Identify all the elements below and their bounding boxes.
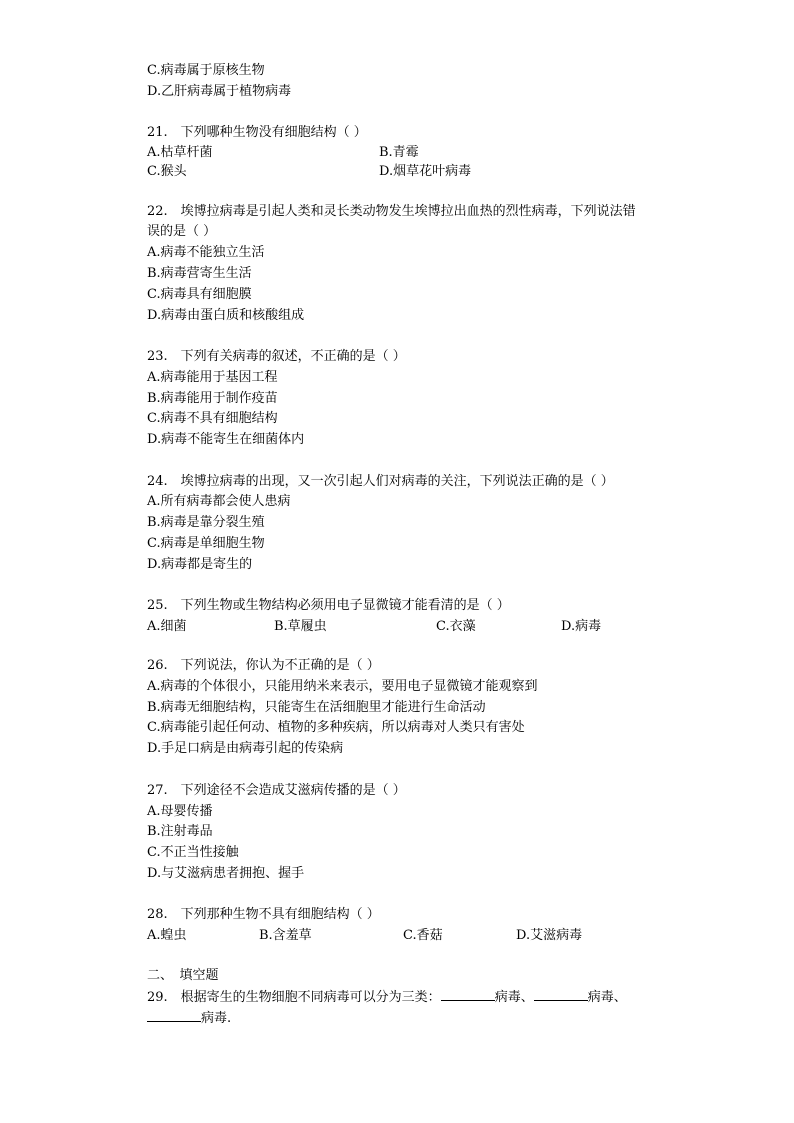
q23-option-a: A.病毒能用于基因工程 [147,370,278,385]
q21-option-b: B.青霉 [379,145,419,160]
q29-word-3: 病毒. [201,1011,232,1026]
q24-option-d: D.病毒都是寄生的 [147,557,253,572]
q25-option-a: A.细菌 [147,619,187,634]
q27-option-a: A.母婴传播 [147,804,213,819]
q27-stem: 27. 下列途径不会造成艾滋病传播的是（ ） [147,783,406,798]
q25-option-d: D.病毒 [561,619,602,634]
q29-blank-2[interactable] [534,987,588,1001]
q29-line-1 [147,987,627,1007]
q23-option-d: D.病毒不能寄生在细菌体内 [147,432,305,447]
q28-option-b: B.含羞草 [259,928,312,943]
q29-blank-3[interactable] [147,1008,201,1022]
q20-option-d: D.乙肝病毒属于植物病毒 [147,84,292,99]
section-heading-fill-in: 二、 填空题 [147,968,219,983]
q28-option-c: C.香菇 [403,928,443,943]
q21-option-c: C.猴头 [147,164,187,179]
q27-option-d: D.与艾滋病患者拥抱、握手 [147,866,305,881]
q23-stem: 23. 下列有关病毒的叙述，不正确的是（ ） [147,349,406,364]
q29-prefix: 29. 根据寄生的生物细胞不同病毒可以分为三类： [147,990,441,1005]
q24-stem: 24. 埃博拉病毒的出现，又一次引起人们对病毒的关注，下列说法正确的是（ ） [147,474,614,489]
q24-option-c: C.病毒是单细胞生物 [147,536,265,551]
q23-option-c: C.病毒不具有细胞结构 [147,411,278,426]
q29-word-2: 病毒、 [587,990,627,1005]
q24-option-a: A.所有病毒都会使人患病 [147,494,291,509]
q29-word-1: 病毒、 [494,990,534,1005]
q24-option-b: B.病毒是靠分裂生殖 [147,515,265,530]
q25-option-b: B.草履虫 [274,619,327,634]
q22-option-a: A.病毒不能独立生活 [147,245,265,260]
q22-stem-line-1: 22. 埃博拉病毒是引起人类和灵长类动物发生埃博拉出血热的烈性病毒，下列说法错 [147,204,636,219]
q26-option-d: D.手足口病是由病毒引起的传染病 [147,741,344,756]
q22-option-b: B.病毒营寄生生活 [147,266,252,281]
q28-stem: 28. 下列那种生物不具有细胞结构（ ） [147,907,380,922]
q25-stem: 25. 下列生物或生物结构必须用电子显微镜才能看清的是（ ） [147,598,510,613]
q20-option-c: C.病毒属于原核生物 [147,63,265,78]
q28-option-a: A.蝗虫 [147,928,187,943]
q21-option-a: A.枯草杆菌 [147,145,213,160]
q27-option-b: B.注射毒品 [147,824,213,839]
q26-option-b: B.病毒无细胞结构，只能寄生在活细胞里才能进行生命活动 [147,700,486,715]
q26-option-c: C.病毒能引起任何动、植物的多种疾病，所以病毒对人类只有害处 [147,720,525,735]
q22-stem-line-2: 误的是（ ） [147,224,217,239]
q27-option-c: C.不正当性接触 [147,845,239,860]
q22-option-d: D.病毒由蛋白质和核酸组成 [147,308,305,323]
q21-option-d: D.烟草花叶病毒 [379,164,472,179]
q28-option-d: D.艾滋病毒 [516,928,583,943]
q29-line-2 [147,1008,231,1028]
q23-option-b: B.病毒能用于制作疫苗 [147,391,278,406]
q21-stem: 21. 下列哪种生物没有细胞结构（ ） [147,125,367,140]
q25-option-c: C.衣藻 [436,619,476,634]
q29-blank-1[interactable] [441,987,495,1001]
q22-option-c: C.病毒具有细胞膜 [147,287,252,302]
q26-option-a: A.病毒的个体很小，只能用纳米来表示，要用电子显微镜才能观察到 [147,679,538,694]
q26-stem: 26. 下列说法，你认为不正确的是（ ） [147,658,380,673]
